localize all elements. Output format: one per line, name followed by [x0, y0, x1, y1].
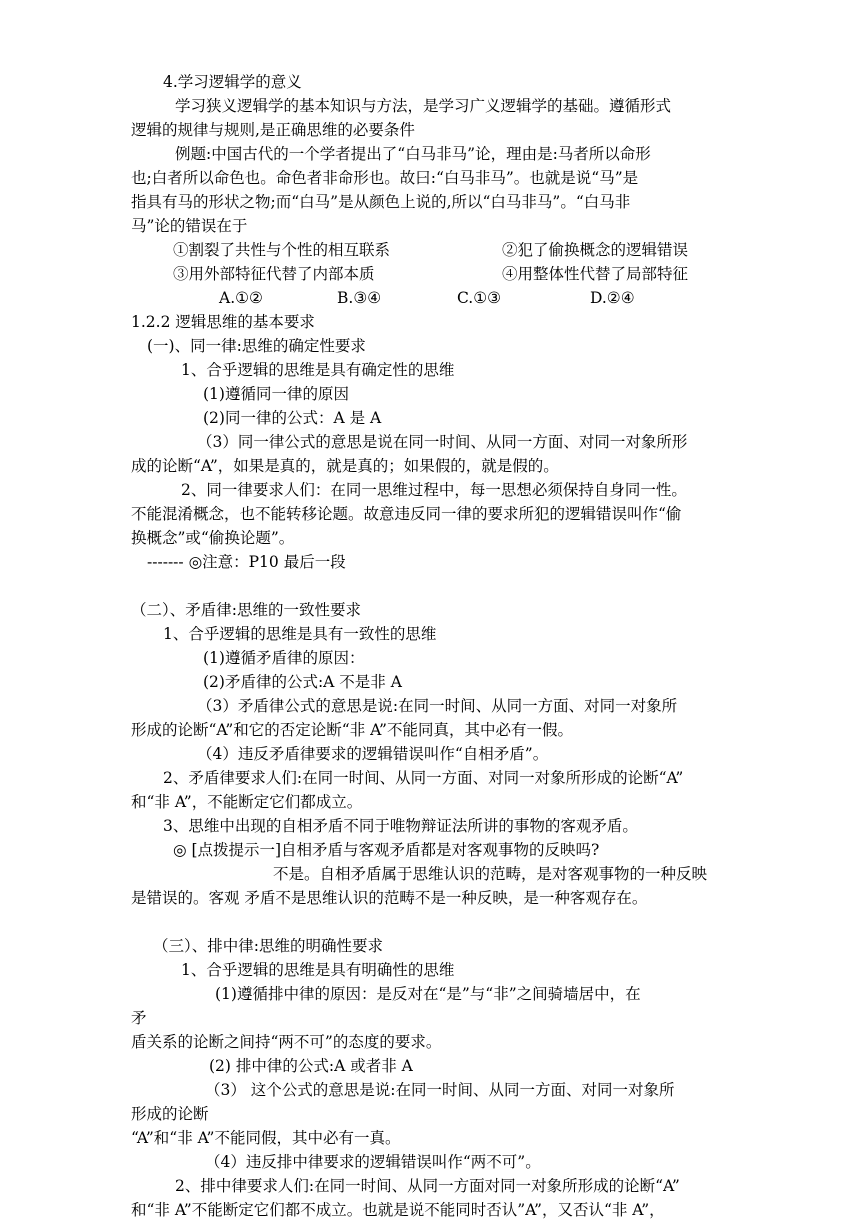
paragraph-line: (1)遵循同一律的原因 [203, 385, 349, 403]
paragraph-line: 盾关系的论断之间持“两不可”的态度的要求。 [131, 1033, 442, 1051]
answer-option: C.①③ [457, 289, 502, 307]
paragraph-line: 也;白者所以命色也。命色者非命形也。故曰:“白马非马”。也就是说“马”是 [131, 169, 639, 187]
paragraph-line: 不是。自相矛盾属于思维认识的范畴，是对客观事物的一种反映 [273, 865, 708, 883]
paragraph-line: （3）矛盾律公式的意思是说:在同一时间、从同一方面、对同一对象所 [197, 697, 678, 715]
paragraph-line: （4）违反矛盾律要求的逻辑错误叫作“自相矛盾”。 [197, 745, 549, 763]
paragraph-line: 1、合乎逻辑的思维是具有确定性的思维 [181, 361, 455, 379]
paragraph-line: 成的论断“A”，如果是真的，就是真的；如果假的，就是假的。 [131, 457, 559, 475]
paragraph-line: 2、排中律要求人们:在同一时间、从同一方面对同一对象所形成的论断“A” [175, 1177, 680, 1195]
paragraph-line: 2、同一律要求人们：在同一思维过程中，每一思想必须保持自身同一性。 [181, 481, 687, 499]
answer-option: D.②④ [590, 289, 635, 307]
choice-item: ②犯了偷换概念的逻辑错误 [502, 241, 689, 259]
paragraph-line: 马”论的错误在于 [131, 217, 248, 235]
paragraph-line: (2) 排中律的公式:A 或者非 A [209, 1057, 413, 1075]
paragraph-line: （4）违反排中律要求的逻辑错误叫作“两不可”。 [205, 1153, 541, 1171]
paragraph-line: 矛 [131, 1009, 147, 1027]
paragraph-line: （3）同一律公式的意思是说在同一时间、从同一方面、对同一对象所形 [197, 433, 688, 451]
paragraph-line: 例题:中国古代的一个学者提出了“白马非马”论，理由是:马者所以命形 [175, 145, 651, 163]
paragraph-line: （3） 这个公式的意思是说:在同一时间、从同一方面、对同一对象所 [205, 1081, 675, 1099]
paragraph-line: 2、矛盾律要求人们:在同一时间、从同一方面、对同一对象所形成的论断“A” [163, 769, 684, 787]
subsection-heading: (一)、同一律:思维的确定性要求 [147, 337, 366, 355]
tip-line: ◎ [点拨提示一]自相矛盾与客观矛盾都是对客观事物的反映吗? [173, 841, 600, 859]
section-heading: 1.2.2 逻辑思维的基本要求 [131, 313, 315, 331]
choice-item: ①割裂了共性与个性的相互联系 [173, 241, 391, 259]
paragraph-line: 形成的论断 [131, 1105, 209, 1123]
paragraph-line: 1、合乎逻辑的思维是具有一致性的思维 [163, 625, 437, 643]
paragraph-line: “A”和“非 A”不能同假，其中必有一真。 [131, 1129, 401, 1147]
note-line: ------- ◎注意：P10 最后一段 [147, 553, 346, 571]
section-heading: 4.学习逻辑学的意义 [163, 73, 302, 91]
paragraph-line: 不能混淆概念，也不能转移论题。故意违反同一律的要求所犯的逻辑错误叫作“偷 [131, 505, 682, 523]
answer-option: B.③④ [337, 289, 382, 307]
paragraph-line: 换概念”或“偷换论题”。 [131, 529, 295, 547]
paragraph-line: 形成的论断“A”和它的否定论断“非 A”不能同真，其中必有一假。 [131, 721, 573, 739]
paragraph-line: (2)同一律的公式：A 是 A [203, 409, 382, 427]
paragraph-line: 和“非 A”，不能断定它们都成立。 [131, 793, 363, 811]
subsection-heading: （三）、排中律:思维的明确性要求 [153, 937, 383, 955]
paragraph-line: 是错误的。客观 矛盾不是思维认识的范畴不是一种反映，是一种客观存在。 [131, 889, 648, 907]
answer-option: A.①② [219, 289, 263, 307]
paragraph-line: 学习狭义逻辑学的基本知识与方法，是学习广义逻辑学的基础。遵循形式 [175, 97, 672, 115]
paragraph-line: 指具有马的形状之物;而“白马”是从颜色上说的,所以“白马非马”。“白马非 [131, 193, 631, 211]
paragraph-line: 3、思维中出现的自相矛盾不同于唯物辩证法所讲的事物的客观矛盾。 [163, 817, 638, 835]
choice-item: ④用整体性代替了局部特征 [502, 265, 689, 283]
paragraph-line: 和“非 A”不能断定它们都不成立。也就是说不能同时否认”A”，又否认“非 A”， [131, 1201, 665, 1219]
choice-item: ③用外部特征代替了内部本质 [173, 265, 375, 283]
subsection-heading: （二）、矛盾律:思维的一致性要求 [131, 601, 361, 619]
paragraph-line: (1)遵循排中律的原因：是反对在“是”与“非”之间骑墙居中，在 [215, 985, 641, 1003]
paragraph-line: 1、合乎逻辑的思维是具有明确性的思维 [181, 961, 455, 979]
paragraph-line: 逻辑的规律与规则,是正确思维的必要条件 [131, 121, 415, 139]
paragraph-line: (2)矛盾律的公式:A 不是非 A [203, 673, 402, 691]
paragraph-line: (1)遵循矛盾律的原因： [203, 649, 365, 667]
